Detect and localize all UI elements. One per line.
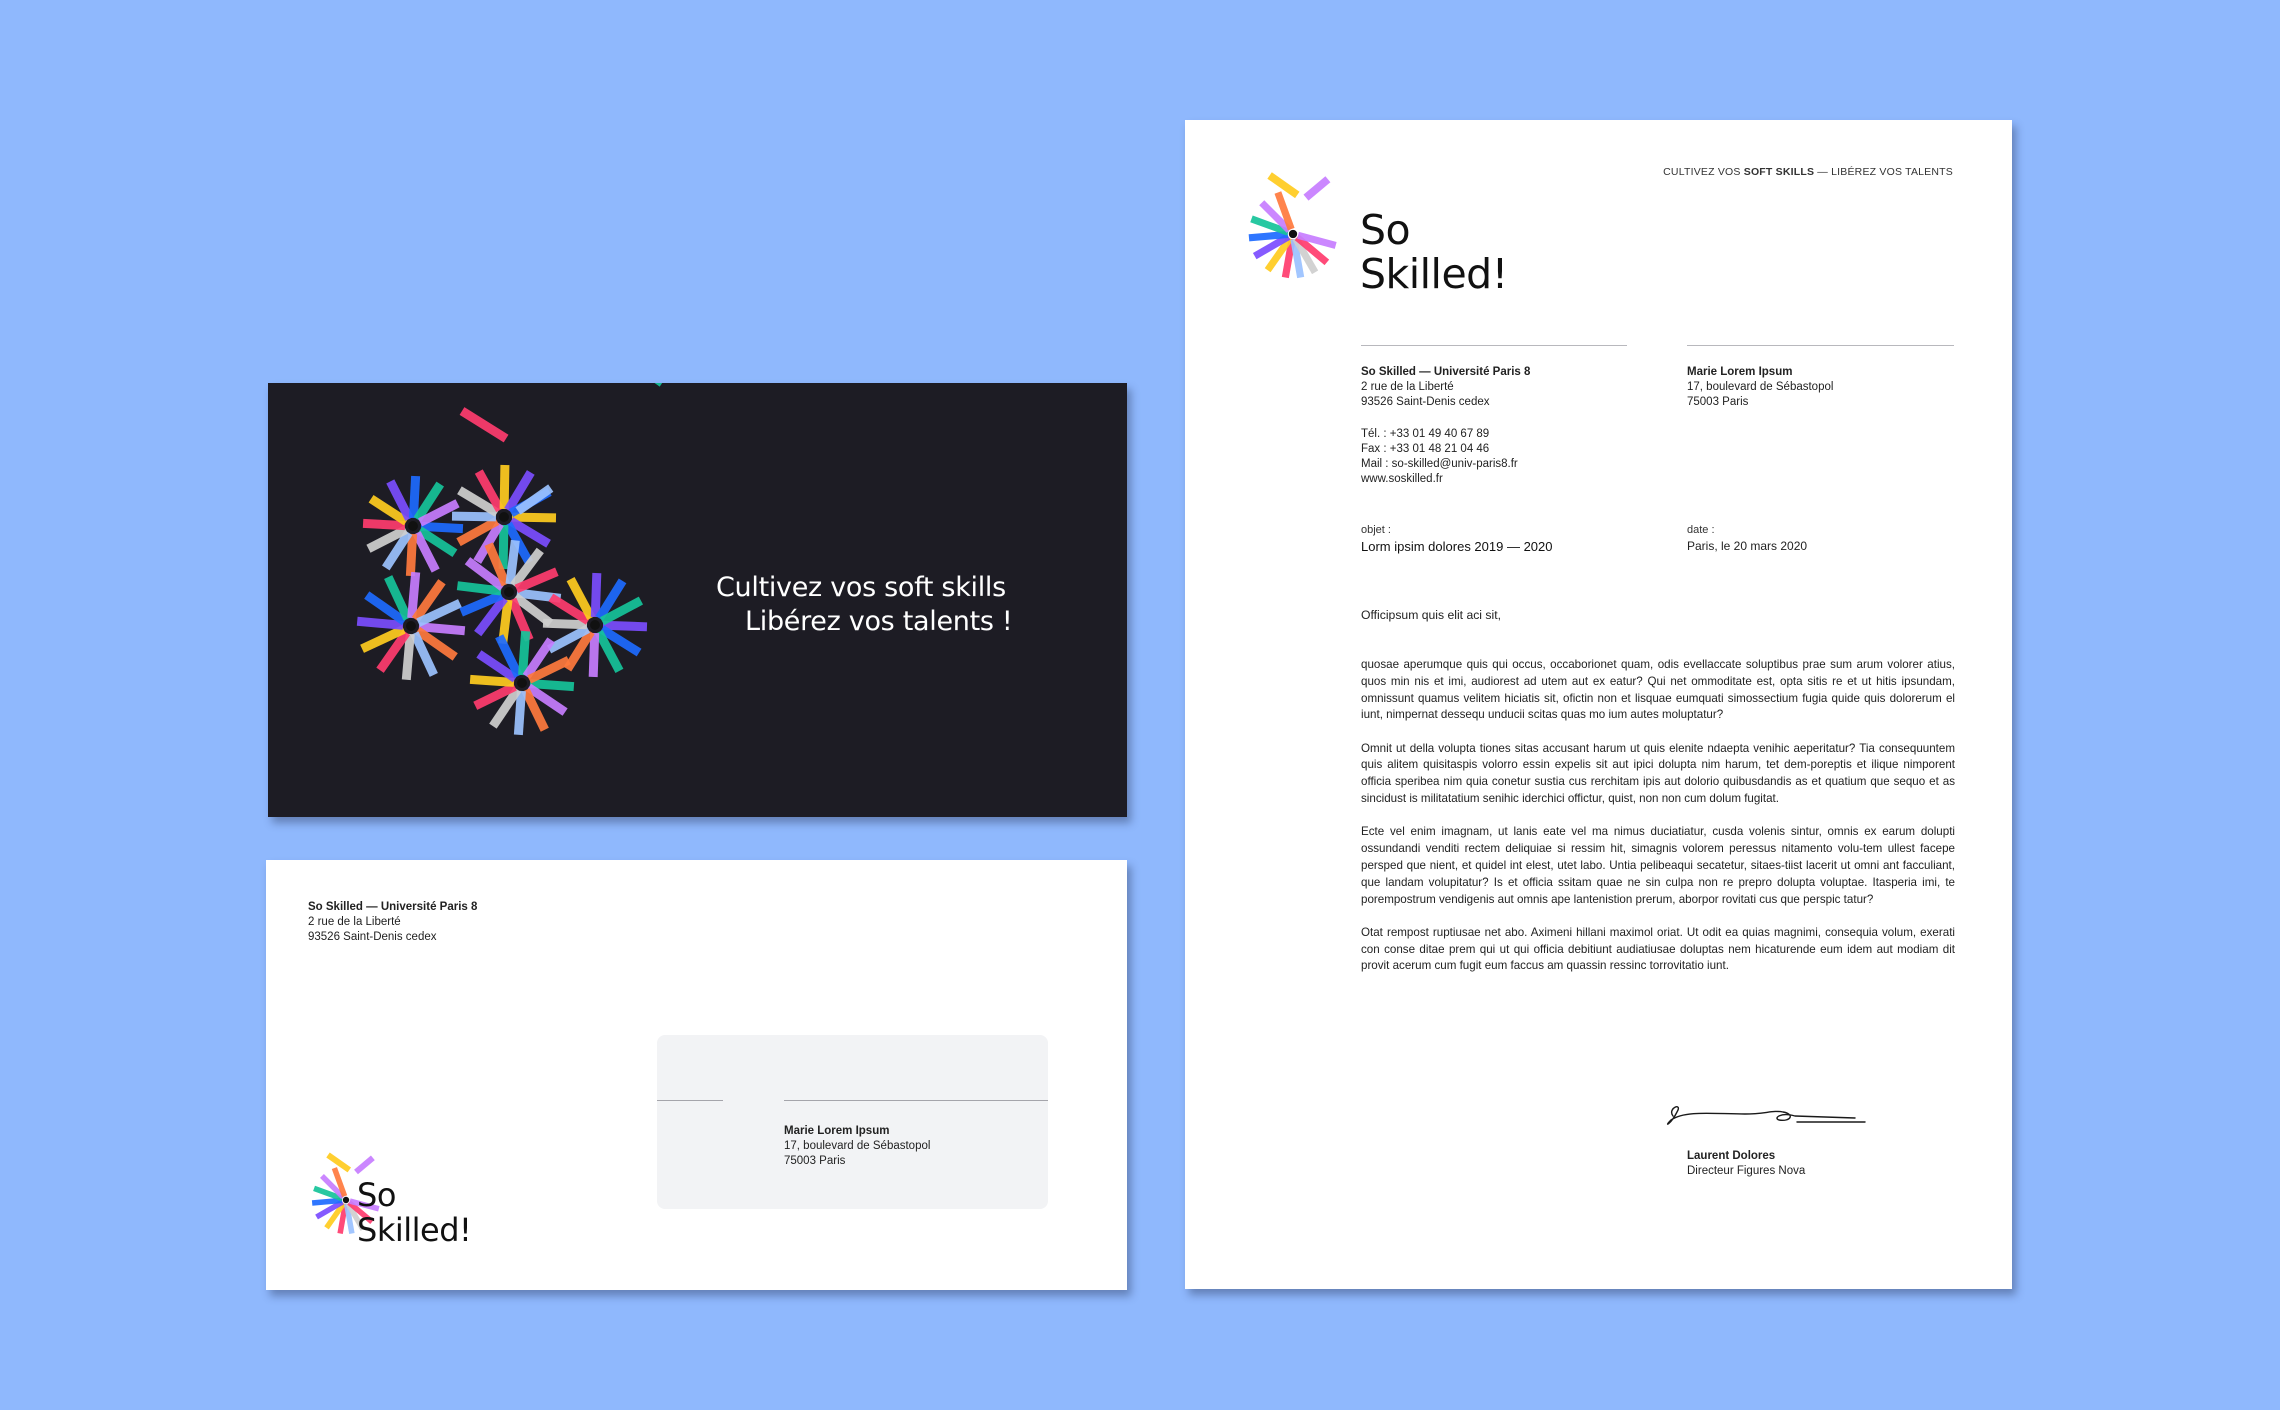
body-paragraph: Ecte vel enim imagnam, ut lanis eate vel ma nimus duciatiatur, cusda volenis sintur, omnis ex earum dolupti ossundandi venditi rectem deliquiae si ressim hit, simagnis volorem peressus nitamento volu-tem ullest facepe persped que nient, et quidel int elest, utet labo. Untia pelibeaqui secatetur, sitaes-tiist lacerit ut omni ant facculiant, que landam volupitatur? Is et officia ssitam quae ne sin culpa non re prepro dolupta voluptae. Itasperia imi, te porempostrum vendigenis aut omnis ape lantenistion prerum, aborpor rovitati cus que perspic tatur? bbox=[1361, 825, 1955, 906]
letter-contact-info bbox=[1361, 427, 1518, 487]
tagline-line-1: Cultivez vos soft skills bbox=[716, 572, 1006, 603]
contact-web: www.soskilled.fr bbox=[1361, 473, 1443, 485]
contact-fax: Fax : +33 01 48 21 04 46 bbox=[1361, 443, 1490, 455]
handwritten-signature-icon bbox=[1655, 1090, 1895, 1140]
window-rule-right bbox=[784, 1100, 1048, 1101]
sender-street: 2 rue de la Liberté bbox=[308, 916, 401, 928]
sender-name: So Skilled — Université Paris 8 bbox=[1361, 366, 1531, 378]
letter-body bbox=[1361, 657, 1955, 992]
body-paragraph: Omnit ut della volupta tiones sitas accusant harum ut quis elenite ndaepta venihic aeperitatur? Tia consequuntem quis alitem quisitaspis volorro essin expelis sit aut ipici dolupta nim harum, tet dem-poreptis et ilique nimporent officia speribea nim quia conetur sustia cus rerchitam ipis aut dolorio quibusdandis as et quatium que sequo et as sincidust is militatatium senihic iderchici offictur, quist, non non cum dolum fugitat. bbox=[1361, 741, 1955, 806]
envelope bbox=[266, 860, 1127, 1290]
subject-label: objet : bbox=[1361, 524, 1391, 536]
tagline-line-2: Libérez vos talents ! bbox=[745, 606, 1013, 637]
letter-sender-address bbox=[1361, 365, 1530, 410]
date-label: date : bbox=[1687, 524, 1715, 536]
letter-wordmark bbox=[1360, 208, 1508, 296]
recipient-name: Marie Lorem Ipsum bbox=[1687, 366, 1793, 378]
envelope-recipient-address bbox=[784, 1124, 930, 1169]
contact-mail: Mail : so-skilled@univ-paris8.fr bbox=[1361, 458, 1518, 470]
letterhead bbox=[1185, 120, 2012, 1289]
letter-subject bbox=[1361, 524, 1553, 554]
recipient-street: 17, boulevard de Sébastopol bbox=[784, 1140, 931, 1152]
sender-city: 93526 Saint-Denis cedex bbox=[308, 931, 437, 943]
signer-name: Laurent Dolores bbox=[1687, 1150, 1776, 1162]
window-rule-left bbox=[657, 1100, 723, 1101]
rule-right bbox=[1687, 345, 1954, 346]
envelope-wordmark bbox=[357, 1178, 471, 1248]
wordmark-skilled: Skilled! bbox=[1360, 250, 1508, 298]
sender-city: 93526 Saint-Denis cedex bbox=[1361, 396, 1490, 408]
recipient-street: 17, boulevard de Sébastopol bbox=[1687, 381, 1834, 393]
sender-street: 2 rue de la Liberté bbox=[1361, 381, 1454, 393]
header-tag-pre: CULTIVEZ VOS bbox=[1663, 166, 1744, 178]
recipient-name: Marie Lorem Ipsum bbox=[784, 1125, 890, 1137]
greeting-card bbox=[268, 383, 1127, 817]
wordmark-skilled: Skilled! bbox=[357, 1211, 472, 1249]
subject-value: Lorm ipsim dolores 2019 — 2020 bbox=[1361, 539, 1553, 554]
contact-tel: Tél. : +33 01 49 40 67 89 bbox=[1361, 428, 1490, 440]
header-tag-bold: SOFT SKILLS bbox=[1743, 166, 1815, 178]
letter-recipient-address bbox=[1687, 365, 1833, 410]
body-paragraph: Otat rempost ruptiusae net abo. Aximeni hillani maximol oriat. Ut odit ea quias magnimi, consequia volum, exerati con conse ditae prem qui ut qui officia debitiunt audiatiusae doluptas nem hicaturende eum idem aut modiam dit provit acerum cum fugit eum faccus am quassin ressinc torrovitatio iunt. bbox=[1361, 925, 1955, 973]
recipient-city: 75003 Paris bbox=[784, 1155, 846, 1167]
envelope-sender-address bbox=[308, 900, 477, 945]
body-paragraph: quosae aperumque quis qui occus, occaborionet quam, odis evellaccate soluptibus prae sum arum volorer atius, quos min nis et imi, audiorest ad utem aut ex eatur? Qui net ommoditate est, opta sitis re et ut hitis ipsundam, omnissunt quamus velitem hiciatis sit, ofictin non et lisquae eumquati simossectium fugia quide quis dolorerum el iunt, nimpernat dessequ unducii scitas quas mo ium autes moluptatur? bbox=[1361, 658, 1955, 722]
header-tag-post: — LIBÉREZ VOS TALENTS bbox=[1814, 166, 1953, 178]
card-tagline bbox=[716, 571, 1127, 639]
wordmark-so: So bbox=[1360, 206, 1411, 254]
letter-signer bbox=[1687, 1149, 1805, 1179]
wordmark-so: So bbox=[357, 1176, 396, 1214]
date-value: Paris, le 20 mars 2020 bbox=[1687, 539, 1808, 553]
sender-name: So Skilled — Université Paris 8 bbox=[308, 901, 478, 913]
letter-greeting: Officipsum quis elit aci sit, bbox=[1361, 608, 1501, 622]
recipient-city: 75003 Paris bbox=[1687, 396, 1749, 408]
rule-left bbox=[1361, 345, 1627, 346]
letter-header-tagline bbox=[1663, 166, 1953, 178]
letter-date bbox=[1687, 524, 1807, 553]
so-skilled-logo-icon bbox=[1241, 160, 1361, 300]
envelope-address-window bbox=[657, 1035, 1048, 1209]
signer-title: Directeur Figures Nova bbox=[1687, 1165, 1806, 1177]
